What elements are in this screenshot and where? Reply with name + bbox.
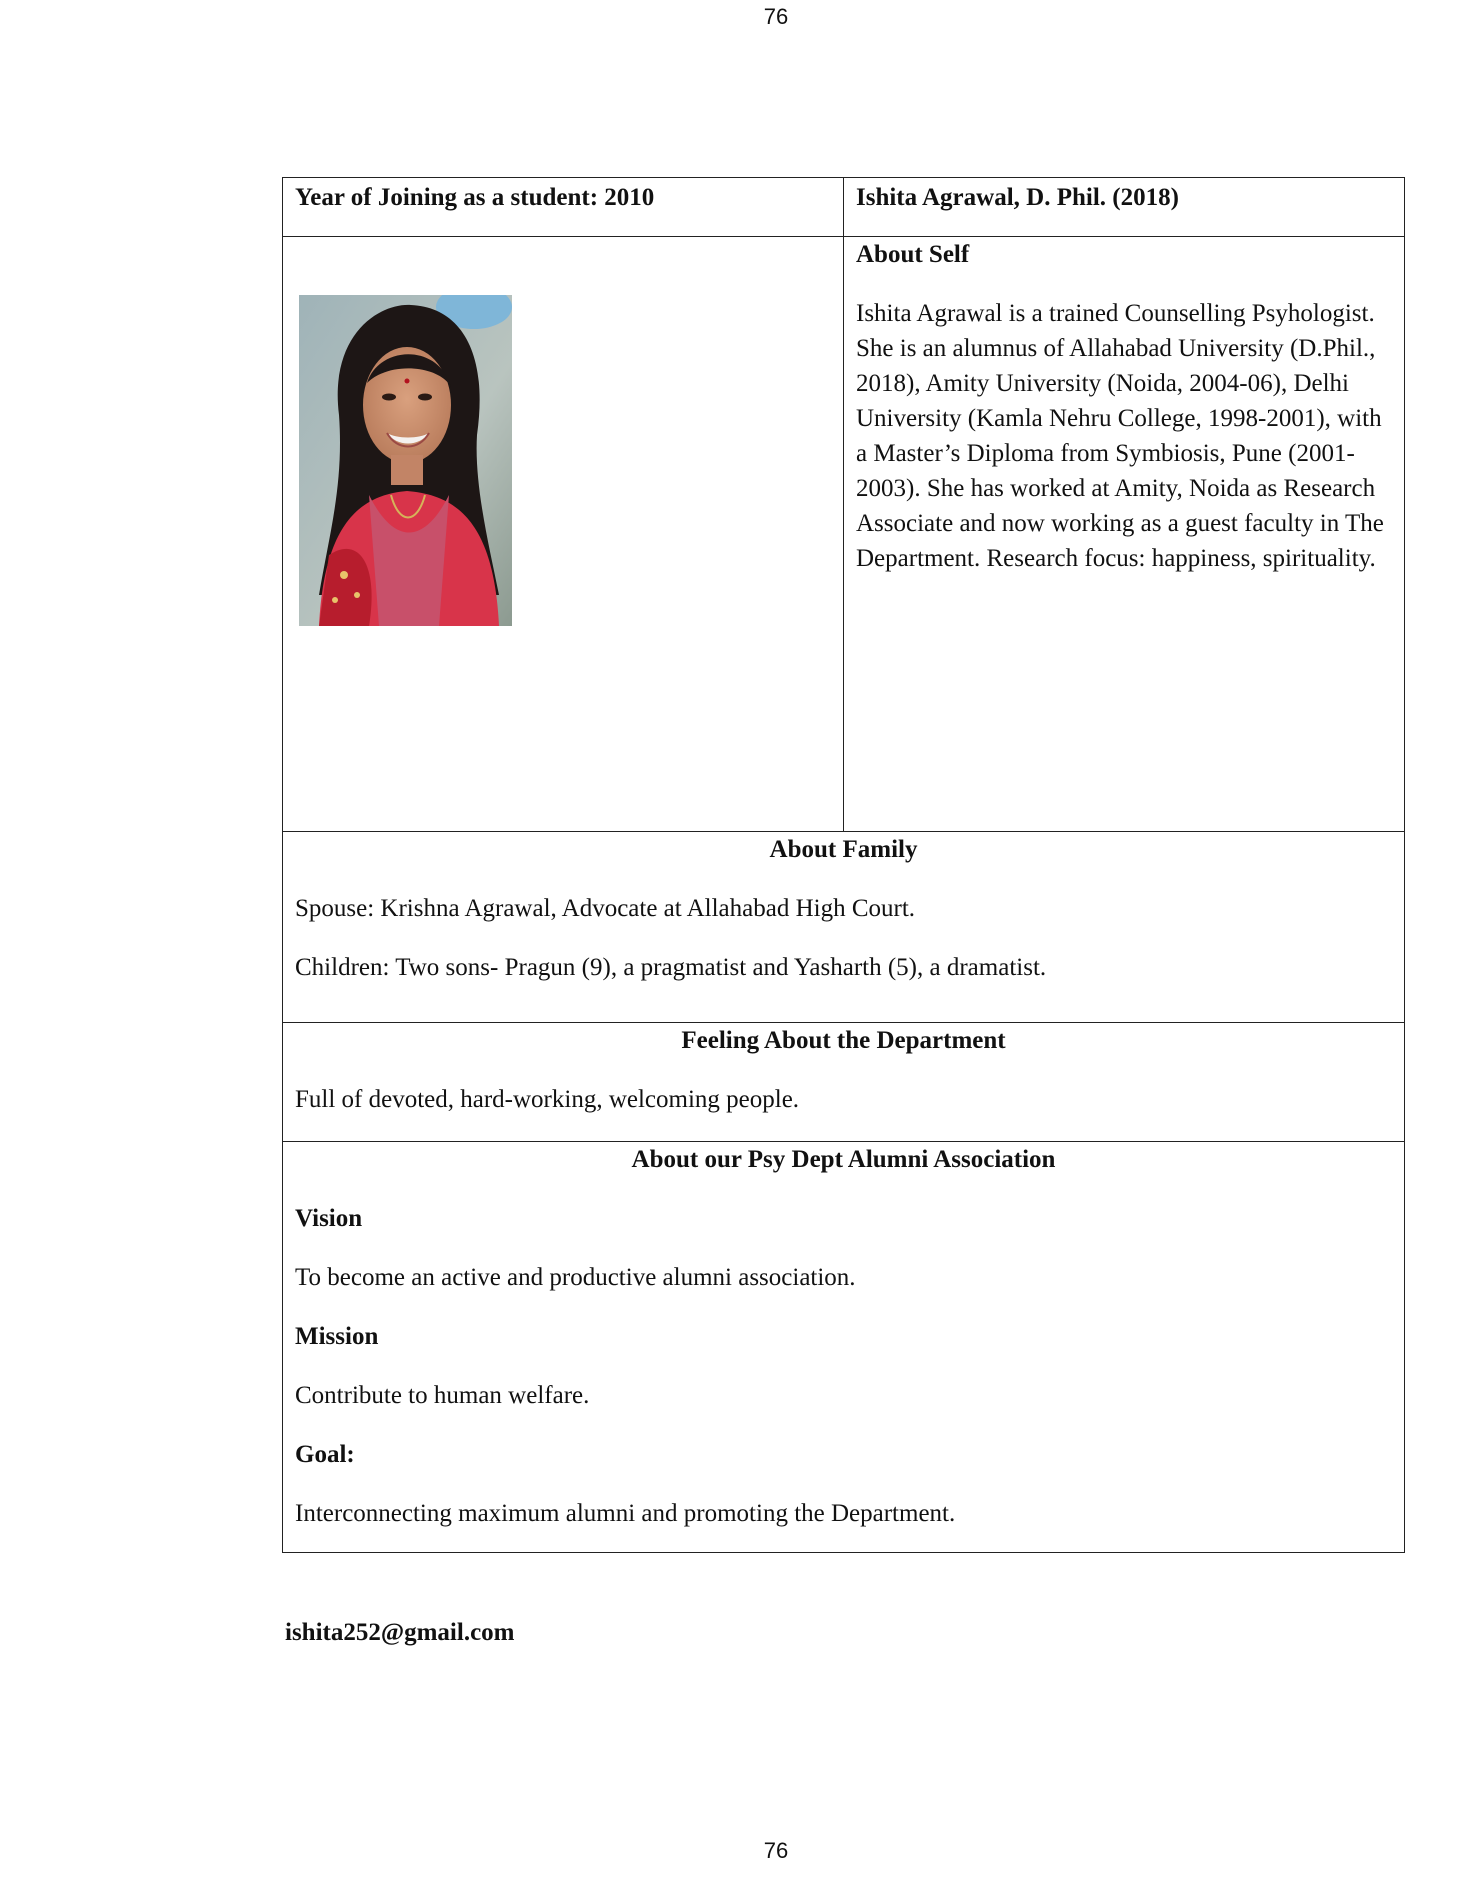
feeling-heading: Feeling About the Department bbox=[681, 1027, 1006, 1054]
about-family-cell bbox=[283, 832, 1405, 1023]
year-of-joining: Year of Joining as a student: 2010 bbox=[295, 184, 655, 211]
feeling-text: Full of devoted, hard-working, welcoming people. bbox=[295, 1086, 800, 1113]
photo-cell bbox=[283, 237, 844, 832]
profile-table bbox=[282, 177, 1405, 1553]
about-self-cell bbox=[844, 237, 1405, 832]
feeling-row bbox=[283, 1023, 1405, 1142]
alumnus-name: Ishita Agrawal, D. Phil. (2018) bbox=[856, 184, 1179, 211]
year-of-joining-cell bbox=[283, 178, 844, 237]
goal-label: Goal: bbox=[295, 1441, 355, 1468]
header-row bbox=[283, 178, 1405, 237]
mission-text: Contribute to human welfare. bbox=[295, 1382, 590, 1409]
page-number-top: 76 bbox=[763, 4, 789, 29]
association-cell bbox=[283, 1142, 1405, 1553]
profile-photo bbox=[299, 295, 512, 626]
family-row bbox=[283, 832, 1405, 1023]
about-self-heading: About Self bbox=[856, 241, 970, 268]
page-number-bottom: 76 bbox=[763, 1838, 789, 1863]
association-heading: About our Psy Dept Alumni Association bbox=[631, 1146, 1056, 1173]
feeling-cell bbox=[283, 1023, 1405, 1142]
email-address: ishita252@gmail.com bbox=[285, 1619, 515, 1646]
name-cell bbox=[844, 178, 1405, 237]
mission-label: Mission bbox=[295, 1323, 379, 1350]
association-row bbox=[283, 1142, 1405, 1553]
children-text: Children: Two sons- Pragun (9), a pragmatist and Yasharth (5), a dramatist. bbox=[295, 954, 1047, 981]
about-family-heading: About Family bbox=[769, 836, 918, 863]
spouse-text: Spouse: Krishna Agrawal, Advocate at Allahabad High Court. bbox=[295, 895, 916, 922]
goal-text: Interconnecting maximum alumni and promoting the Department. bbox=[295, 1500, 956, 1527]
vision-text: To become an active and productive alumni association. bbox=[295, 1264, 856, 1291]
profile-row bbox=[283, 237, 1405, 832]
about-self-text: Ishita Agrawal is a trained Counselling Psyhologist. She is an alumnus of Allahabad University (D.Phil., 2018), Amity University (Noida, 2004-06), Delhi University (Kamla Nehru College, 1998-2001), with a Master’s Diploma from Symbiosis, Pune (2001-2003). She has worked at Amity, Noida as Research Associate and now working as a guest faculty in The Department. Research focus: happiness, spirituality. bbox=[856, 300, 1384, 572]
vision-label: Vision bbox=[295, 1205, 363, 1232]
